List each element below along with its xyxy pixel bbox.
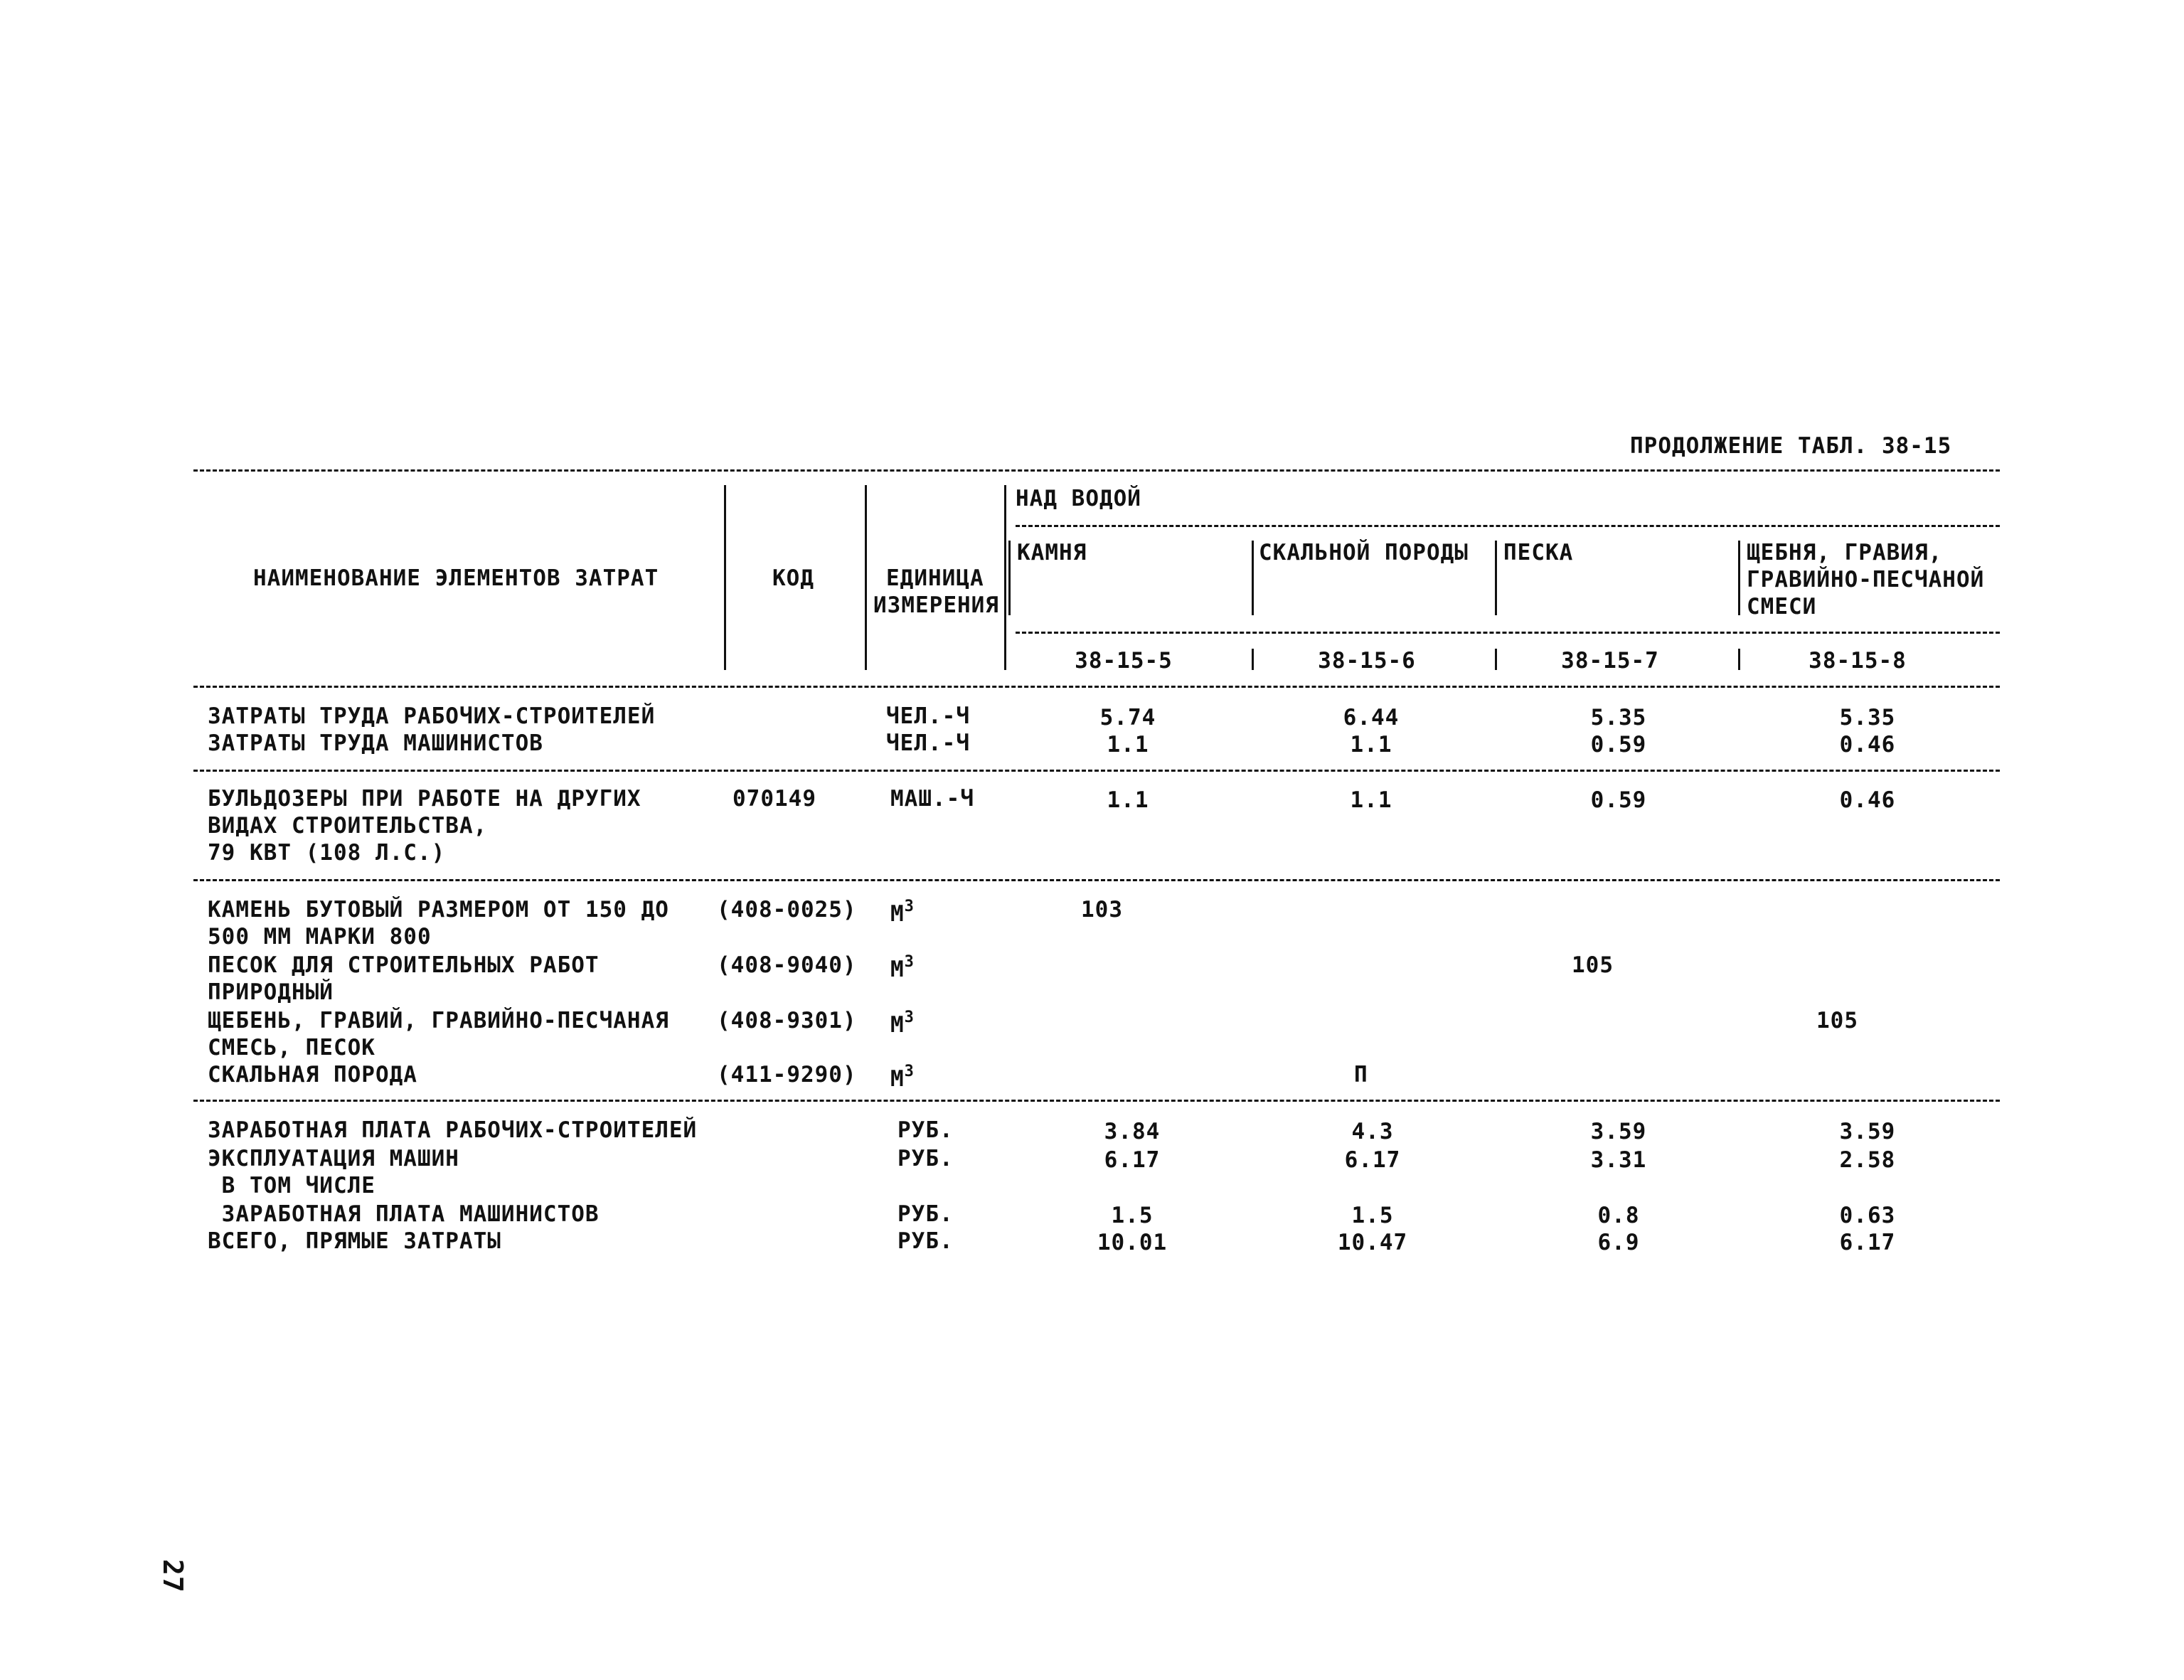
row-value: П xyxy=(1354,1062,1368,1088)
header-group: НАД ВОДОЙ xyxy=(1016,486,1141,511)
header-divider xyxy=(1008,541,1011,615)
row-code: (408-9040) xyxy=(717,952,857,978)
row-value: 1.1 xyxy=(1107,732,1149,757)
row-name: ВСЕГО, ПРЯМЫЕ ЗАТРАТЫ xyxy=(208,1228,501,1254)
row-value: 6.17 xyxy=(1839,1230,1896,1255)
row-unit: МАШ.-Ч xyxy=(890,786,974,812)
row-name: ЗАРАБОТНАЯ ПЛАТА МАШИНИСТОВ xyxy=(208,1201,600,1227)
header-code-cell: 38-15-6 xyxy=(1318,648,1416,674)
row-name: ВИДАХ СТРОИТЕЛЬСТВА, xyxy=(208,813,488,839)
row-value: 5.35 xyxy=(1590,705,1647,730)
row-name: СМЕСЬ, ПЕСОК xyxy=(208,1035,375,1060)
row-value: 1.1 xyxy=(1350,787,1392,813)
row-value: 6.17 xyxy=(1344,1147,1401,1173)
header-divider xyxy=(1495,649,1497,670)
row-unit: $М^3$ xyxy=(890,953,915,982)
table-caption: ПРОДОЛЖЕНИЕ ТАБЛ. 38-15 xyxy=(1630,433,1952,459)
header-divider xyxy=(1004,485,1006,670)
row-value: 10.47 xyxy=(1337,1230,1408,1255)
row-name: КАМЕНЬ БУТОВЫЙ РАЗМЕРОМ ОТ 150 ДО xyxy=(208,897,669,923)
row-value: 105 xyxy=(1816,1008,1858,1033)
row-code: (411-9290) xyxy=(717,1062,857,1088)
row-name: СКАЛЬНАЯ ПОРОДА xyxy=(208,1062,417,1088)
header-code-cell: 38-15-8 xyxy=(1809,648,1907,674)
header-divider xyxy=(1252,541,1254,615)
row-value: 2.58 xyxy=(1839,1147,1896,1173)
header-sub: ГРАВИЙНО-ПЕСЧАНОЙ xyxy=(1747,567,1985,592)
row-value: 3.59 xyxy=(1590,1119,1647,1144)
row-value: 0.59 xyxy=(1590,787,1647,813)
row-name: ПЕСОК ДЛЯ СТРОИТЕЛЬНЫХ РАБОТ xyxy=(208,952,600,978)
row-value: 105 xyxy=(1572,952,1614,978)
header-divider xyxy=(1738,541,1740,615)
row-value: 3.59 xyxy=(1839,1119,1896,1144)
row-unit: $М^3$ xyxy=(890,1063,915,1092)
header-sub: КАМНЯ xyxy=(1017,540,1087,565)
row-name: ПРИРОДНЫЙ xyxy=(208,979,334,1005)
row-unit: РУБ. xyxy=(897,1201,954,1227)
header-sub: ЩЕБНЯ, ГРАВИЯ, xyxy=(1747,540,1943,565)
header-unit: ИЗМЕРЕНИЯ xyxy=(873,592,999,618)
header-divider xyxy=(1252,649,1254,670)
header-name: НАИМЕНОВАНИЕ ЭЛЕМЕНТОВ ЗАТРАТ xyxy=(253,565,659,591)
row-value: 0.46 xyxy=(1839,732,1896,757)
row-unit: РУБ. xyxy=(897,1228,954,1254)
row-value: 10.01 xyxy=(1097,1230,1168,1255)
row-name: БУЛЬДОЗЕРЫ ПРИ РАБОТЕ НА ДРУГИХ xyxy=(208,786,641,812)
row-value: 4.3 xyxy=(1351,1119,1394,1144)
row-value: 3.84 xyxy=(1104,1119,1161,1144)
header-sub: СКАЛЬНОЙ ПОРОДЫ xyxy=(1259,540,1469,565)
row-value: 1.1 xyxy=(1350,732,1392,757)
row-unit: РУБ. xyxy=(897,1117,954,1143)
row-name: В ТОМ ЧИСЛЕ xyxy=(208,1173,375,1198)
row-unit: $М^3$ xyxy=(890,898,915,927)
row-value: 5.74 xyxy=(1099,705,1156,730)
row-name: ЗАТРАТЫ ТРУДА МАШИНИСТОВ xyxy=(208,730,543,756)
header-code: КОД xyxy=(772,565,814,591)
row-value: 1.5 xyxy=(1351,1203,1394,1228)
row-value: 1.1 xyxy=(1107,787,1149,813)
row-unit: $М^3$ xyxy=(890,1009,915,1038)
row-value: 6.44 xyxy=(1343,705,1400,730)
header-code-cell: 38-15-5 xyxy=(1075,648,1173,674)
section-rule xyxy=(193,879,2000,881)
row-value: 6.9 xyxy=(1597,1230,1640,1255)
row-unit: ЧЕЛ.-Ч xyxy=(886,703,970,729)
header-code-cell: 38-15-7 xyxy=(1561,648,1659,674)
top-rule xyxy=(193,469,2000,472)
row-unit: РУБ. xyxy=(897,1146,954,1171)
row-name: ЗАРАБОТНАЯ ПЛАТА РАБОЧИХ-СТРОИТЕЛЕЙ xyxy=(208,1117,698,1143)
header-sub: ПЕСКА xyxy=(1503,540,1574,565)
header-divider xyxy=(1495,541,1497,615)
header-sub: СМЕСИ xyxy=(1747,594,1817,620)
row-name: 79 КВТ (108 Л.С.) xyxy=(208,840,446,866)
row-unit: ЧЕЛ.-Ч xyxy=(886,730,970,756)
row-code: (408-9301) xyxy=(717,1008,857,1033)
row-name: 500 ММ МАРКИ 800 xyxy=(208,924,432,950)
row-value: 0.46 xyxy=(1839,787,1896,813)
header-unit: ЕДИНИЦА xyxy=(886,565,984,591)
header-sub-rule xyxy=(1016,632,2000,634)
row-value: 0.63 xyxy=(1839,1203,1896,1228)
row-name: ЭКСПЛУАТАЦИЯ МАШИН xyxy=(208,1146,459,1171)
header-bottom-rule xyxy=(193,686,2000,688)
section-rule xyxy=(193,1100,2000,1102)
row-value: 0.59 xyxy=(1590,732,1647,757)
row-value: 5.35 xyxy=(1839,705,1896,730)
row-value: 3.31 xyxy=(1590,1147,1647,1173)
row-name: ЩЕБЕНЬ, ГРАВИЙ, ГРАВИЙНО-ПЕСЧАНАЯ xyxy=(208,1008,669,1033)
row-code: 070149 xyxy=(733,786,816,812)
section-rule xyxy=(193,770,2000,772)
header-divider xyxy=(724,485,726,670)
row-value: 0.8 xyxy=(1597,1203,1640,1228)
row-code: (408-0025) xyxy=(717,897,857,923)
header-divider xyxy=(1738,649,1740,670)
row-value: 103 xyxy=(1081,897,1123,923)
header-group-rule xyxy=(1016,525,2000,527)
page-number: 27 xyxy=(157,1559,188,1593)
row-value: 6.17 xyxy=(1104,1147,1161,1173)
row-name: ЗАТРАТЫ ТРУДА РАБОЧИХ-СТРОИТЕЛЕЙ xyxy=(208,703,656,729)
header-divider xyxy=(865,485,867,670)
row-value: 1.5 xyxy=(1111,1203,1154,1228)
